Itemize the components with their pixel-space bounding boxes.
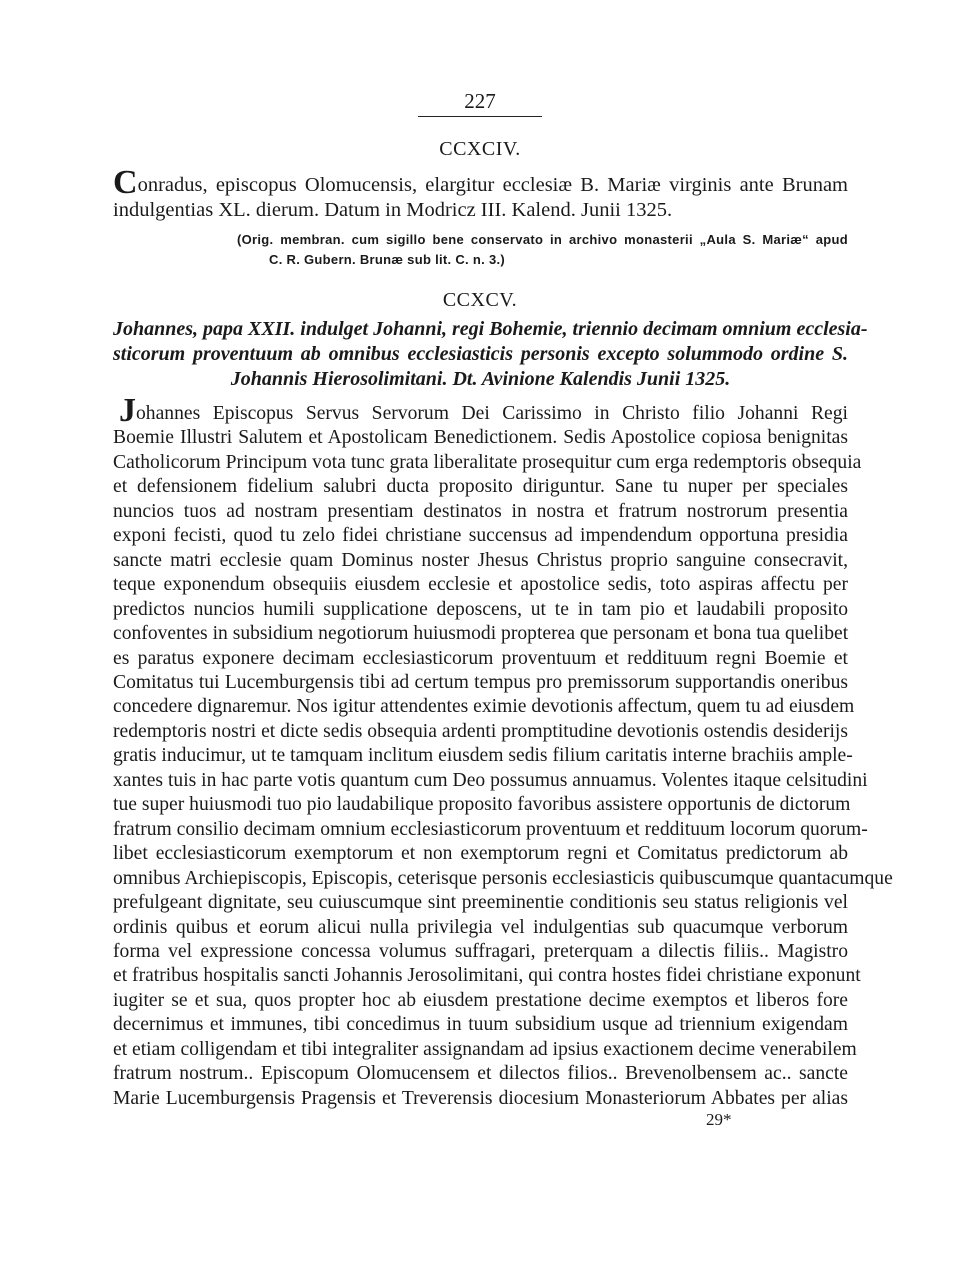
charter-text-line: xantes tuis in hac parte votis quantum cum Deo possumus annuamus. Volentes itaque celsitudini	[113, 769, 868, 791]
charter-text-line: iugiter se et sua, quos propter hoc ab eiusdem prestatione decime exemptos et liberos fore	[113, 989, 848, 1011]
charter-text-line-1-rest: ohannes Episcopus Servus Servorum Dei Carissimo in Christo filio Johanni Regi	[136, 403, 848, 424]
regest-ccxcv-line-3: Johannis Hierosolimitani. Dt. Avinione Kalendis Junii 1325.	[230, 368, 731, 390]
charter-text-line: exponi fecisti, quod tu zelo fidei christiane succensus ad impendendum opportuna presidia	[113, 525, 848, 547]
charter-text-line: ordinis quibus et eorum alicui nulla privilegia vel indulgentias sub quacumque verborum	[113, 916, 848, 938]
charter-text-line: Comitatus tui Lucemburgensis tibi ad certum tempus pro premissorum supportandis oneribus	[113, 671, 848, 693]
charter-text-line: decernimus et immunes, tibi concedimus in tuum subsidium usque ad triennium exigendam	[113, 1014, 848, 1036]
charter-text-line: prefulgeant dignitate, seu cuiuscumque sint preeminentie conditionis seu status religionis vel	[113, 892, 848, 914]
charter-text-line: omnibus Archiepiscopis, Episcopis, ceterisque personis ecclesiasticis quibuscumque quantacumque	[113, 867, 893, 889]
archival-note-line-1: (Orig. membran. cum sigillo bene conservato in archivo monasterii „Aula S. Mariæ“ apud	[237, 232, 848, 247]
regest-ccxciv-line-1: onradus, episcopus Olomucensis, elargitur ecclesiæ B. Mariæ virginis ante Brunam	[137, 174, 848, 196]
regest-ccxcv-line-1: Johannes, papa XXII. indulget Johanni, regi Bohemie, triennio decimam omnium ecclesia-	[113, 318, 868, 340]
charter-text-line: fratrum consilio decimam omnium ecclesiasticorum proventuum et reddituum locorum quorum-	[113, 818, 868, 840]
document-heading-ccxciv: CCXCIV.	[439, 138, 521, 160]
charter-text-line: confoventes in subsidium negotiorum huiusmodi propterea que personam et bona tua quelibet	[113, 623, 849, 645]
regest-ccxcv-line-2: sticorum proventuum ab omnibus ecclesiasticis personis excepto solummodo ordine S.	[113, 343, 848, 365]
charter-text-line: predictos nuncios humili supplicatione deposcens, ut te in tam pio et laudabili proposito	[113, 598, 848, 620]
charter-text-line: Boemie Illustri Salutem et Apostolicam Benedictionem. Sedis Apostolice copiosa benignitas	[113, 427, 848, 449]
archival-note	[237, 230, 848, 270]
archival-note-line-2: C. R. Gubern. Brunæ sub lit. C. n. 3.)	[269, 252, 506, 267]
signature-mark: 29*	[706, 1110, 732, 1129]
drop-capital-j: J	[119, 392, 136, 429]
charter-text-line: teque exponendum obsequiis eiusdem ecclesie et apostolice sedis, toto aspiras affectu per	[113, 574, 848, 596]
charter-text-line: Catholicorum Principum vota tunc grata liberalitate prosequitur cum erga redemptoris obsequia	[113, 451, 862, 473]
charter-text-line: et defensionem fidelium salubri ducta proposito diriguntur. Sane tu nuper per speciales	[113, 476, 848, 498]
charter-text	[113, 392, 893, 1111]
charter-text-line: libet ecclesiasticorum exemptorum et non exemptorum regni et Comitatus predictorum ab	[113, 843, 848, 865]
charter-text-line: et fratribus hospitalis sancti Johannis Jerosolimitani, qui contra hostes fidei christiane exponunt	[113, 965, 861, 987]
regest-ccxciv-line-2: indulgentias XL. dierum. Datum in Modricz III. Kalend. Junii 1325.	[113, 199, 673, 221]
document-heading-ccxcv: CCXCV.	[442, 289, 518, 311]
charter-text-line: tue super huiusmodi tuo pio laudabilique proposito favoribus assistere opportunis de dictorum	[113, 794, 851, 816]
charter-text-line: Marie Lucemburgensis Pragensis et Treverensis diocesium Monasteriorum Abbates per alias	[113, 1087, 848, 1109]
charter-text-line: sancte matri ecclesie quam Dominus noster Jhesus Christus proprio sanguine consecravit,	[113, 549, 848, 571]
drop-capital-c: C	[113, 164, 138, 201]
charter-text-line: fratrum nostrum.. Episcopum Olomucensem et dilectos filios.. Brevenolbensem ac.. sancte	[113, 1063, 848, 1085]
charter-text-line: forma vel expressione concessa volumus suffragari, preterquam a dilectis filiis.. Magistro	[113, 940, 848, 962]
page-number: 227	[418, 88, 542, 117]
charter-text-line: nuncios tuos ad nostram presentiam destinatos in nostra et fratrum nostrorum presentia	[113, 500, 848, 522]
charter-text-line: gratis inducimur, ut te tamquam inclitum eiusdem sedis filium caritatis interne brachiis ample-	[113, 745, 853, 767]
charter-text-line: redemptoris nostri et dicte sedis obsequia ardenti promptitudine devotionis ostendis desiderijs	[113, 720, 848, 742]
regest-ccxcv	[113, 317, 868, 392]
charter-text-line: et etiam colligendam et tibi integraliter assignandam ad ipsius exactionem decime venerabilem	[113, 1038, 857, 1060]
charter-text-line	[113, 392, 848, 429]
charter-text-line: es paratus exponere decimam ecclesiasticorum proventuum et reddituum regni Boemie et	[113, 647, 848, 669]
regest-ccxciv	[113, 164, 848, 223]
charter-text-line: concedere dignaremur. Nos igitur attendentes eximie devotionis affectum, quem tu ad eiusdem	[113, 696, 855, 718]
